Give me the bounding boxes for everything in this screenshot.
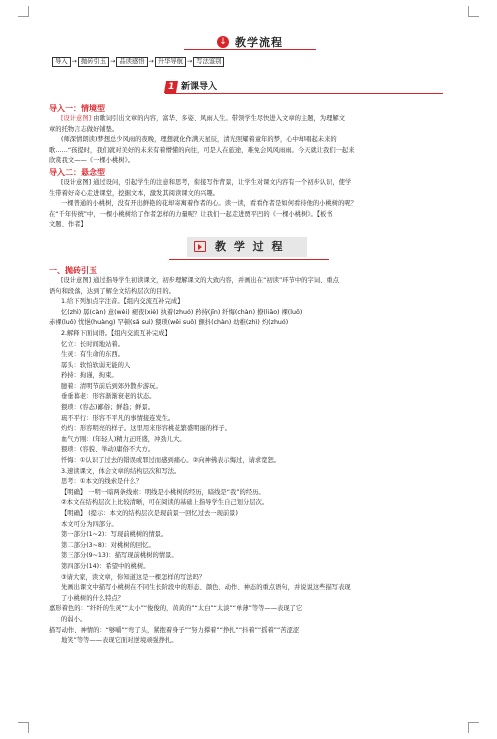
paragraph-line: 本文可分为四部分。 xyxy=(61,520,118,528)
paragraph-line: 了小桃树的什么特点？ xyxy=(61,594,124,602)
paragraph-line: 血气方刚：(年轻人)精力正旺盛，冲劲儿大。 xyxy=(61,435,186,443)
design-intent-label: [设计意图] xyxy=(61,115,92,122)
arrow-right-icon: → xyxy=(148,58,154,65)
paragraph-line: 2.解释下面词语。【组内交流互补完成】 xyxy=(61,329,171,337)
paragraph-line: 文题、作者】 xyxy=(49,221,87,229)
arrow-right-icon: → xyxy=(71,58,77,65)
paragraph-line: 孱头：软怕软弱无能的人 xyxy=(61,361,131,369)
paragraph-line: 嘉形着色的：“纤纤的生灵”“太小”“俊俊的，黄黄的”“太白”“太淡”“单薄”等等——表现了它 xyxy=(49,605,303,613)
paragraph-line: 在“千年传统”中，一棵小桃树给了作者怎样的力量呢？让我们一起走进贾平凹的《一棵小桃树》。【板书 xyxy=(49,210,333,218)
flow-steps xyxy=(52,56,451,67)
step-box: 导入 xyxy=(52,57,71,67)
section-title: 教 学 过 程 xyxy=(215,239,285,253)
paragraph-line: 第三部分(9~13)：描写现前桃树的情景。 xyxy=(61,552,178,560)
paragraph-line: 猥琐：(容态)鄙俗；鲜趋；鲜景。 xyxy=(61,404,155,412)
crop-mark-bottom-right xyxy=(468,722,479,733)
paragraph-line: 【明确】 (提示：本文的结构层次是现前景一回忆过去一现前景) xyxy=(61,510,238,517)
paragraph-line: 忆(zhì) 孱(càn) 意(wèi) 褪夜(xiè) 执着(zhuó) 矜持(jīn) 纤悔(chàn) 撩(liāo) 裸(luǒ) xyxy=(61,308,303,316)
paragraph-line: 一棵普通的小桃树，没有开出鲜艳的花却寄寓着作者的心。读一读，看看作者是如何看待他的小桃树的呢？ xyxy=(61,200,357,208)
paragraph-line: 赤裸(luǒ) 忧悒(huàng) 罕顿(sǎ suì) 猥琐(wěi suǒ) 颤抖(chàn) 幼稚(zhì) 灼(zhuó) xyxy=(49,319,289,327)
paragraph-line: 先画出课文中描写小桃树在不同生长阶段中的形态、颜色、动作、神态的重点语句，并说说这些描写表现 xyxy=(61,584,351,592)
paragraph-line: ③请大家，读文章，你知道这是一棵怎样的写法吗？ xyxy=(61,573,206,581)
paragraph-text: 由歌词引出文章的内容，富华、多姿、风雨人生。带领学生尽快进入文章的主题，为理解文 xyxy=(91,115,345,122)
paragraph-line: (师深情朗读)梦想总少风雨的夜晚，理想就化作满天星辰，清光照耀着童年的梦，心中却唱起未来的 xyxy=(61,136,337,144)
section-underline xyxy=(165,93,443,94)
document-content xyxy=(49,32,451,647)
download-arrow-icon: ↓ xyxy=(217,36,229,48)
paragraph-line: 第四部分(14)：希望中的桃树。 xyxy=(61,562,150,570)
part1-heading: 一、抛砖引玉 xyxy=(49,265,97,275)
paragraph-line: 歌……“孩提时，我们就对美好的未来有着懵懂的向往，可是人在旅途，难免会风风雨雨。今天就让我们一起来 xyxy=(49,146,355,154)
paragraph-line: 欣赏我文——《一棵小桃树》。 xyxy=(49,157,135,165)
arrow-right-icon: → xyxy=(110,58,116,65)
paragraph-line: 章的托物言志做好铺垫。 xyxy=(49,125,119,133)
section-underline xyxy=(169,259,329,260)
paragraph-line: 灼灼：形容明亮的样子。这里用来形容桃花繁盛明丽的样子。 xyxy=(61,425,232,433)
paragraph-line: 生带着好奇心走进课堂，挖掘文本，激发其阅读课文的兴趣。 xyxy=(49,189,220,197)
arrow-right-icon: → xyxy=(187,58,193,65)
paragraph-line: 忆立：长时间地站着。 xyxy=(61,340,124,348)
crop-mark-top-right xyxy=(468,6,479,17)
paragraph-line: 猥琐：(容貌、举动)庸俗不大方。 xyxy=(61,446,155,454)
paragraph-line: 地笑”等等——表现它面对逆境顽强挣扎。 xyxy=(61,637,178,645)
section-title: 新课导入 xyxy=(181,82,218,92)
flow-underline xyxy=(184,49,316,50)
flow-header xyxy=(49,32,451,52)
step-box: 写法鉴别 xyxy=(193,57,224,67)
paragraph-line xyxy=(49,114,451,125)
paragraph-line: 描写动作、神情的：“够嚼”“弯了头，紧抱着身子”“努力撑着”“挣扎”“抖着”“摇着”“苦涩涩 xyxy=(49,626,300,634)
paragraph-line: 第一部分(1~2)：写现前桃树的情景。 xyxy=(61,531,168,539)
paragraph-line: 第二部分(3~8)：对桃树的回忆。 xyxy=(61,541,155,549)
paragraph-line: 琉不平行：形容不平凡的事情接连发生。 xyxy=(61,414,175,422)
intro1-heading: 导入一：情境型 xyxy=(49,104,105,113)
section-teaching-process-header xyxy=(49,235,451,263)
paragraph-line: [设计意图] 通过设问，引起学生的注意和思考，衔接写作背景，让学生对课文内容有一个初步认识，使学 xyxy=(61,178,352,186)
step-box: 升华导航 xyxy=(155,57,186,67)
paragraph-line: 思考：①本文的线索是什么？ xyxy=(61,478,143,486)
paragraph-line: 的弱小。 xyxy=(61,615,87,623)
paragraph-line: ②本文在结构层次上比较清晰，可在阅读的基础上指导学生自己划分层次。 xyxy=(61,499,269,507)
paragraph-line: [设计意图] 通过指导学生初读课文，初步理解课文的大致内容，并画出在“初读”环节中的字词、重点 xyxy=(61,276,339,284)
paragraph-line: 语句和段落，达到了解全文结构层次的目的。 xyxy=(49,287,175,295)
paragraph-line: 忏悔：①认识了过去的错误或罪过而感到痛心。②向神佛表示悔过，请求宽恕。 xyxy=(61,457,281,465)
paragraph-line: 垂垂暮老：形容渐渐衰老的状态。 xyxy=(61,393,156,401)
step-box: 品读感悟 xyxy=(116,57,147,67)
presentation-icon xyxy=(194,241,206,252)
paragraph-line: 矜持：拘谨，拘束。 xyxy=(61,372,118,380)
paragraph-line: 【明确】 一明一暗两条线索：明线是小桃树的经历，暗线是“我”的经历。 xyxy=(61,488,265,496)
paragraph-line: 3.速读课文，体会文章的结构层次和写法。 xyxy=(61,467,181,475)
section-number-badge: 1 xyxy=(164,81,178,93)
crop-mark-bottom-left xyxy=(18,722,29,733)
flow-title: 教学流程 xyxy=(235,36,283,49)
step-box: 抛砖引玉 xyxy=(78,57,109,67)
paragraph-line: 生灵：有生命的东西。 xyxy=(61,351,124,359)
section-new-lesson-header xyxy=(49,79,451,95)
paragraph-line: 1.给下列加点字注音。【组内交流互补完成】 xyxy=(61,298,184,306)
paragraph-line: 臆着：清明节前后到郊外散步游玩。 xyxy=(61,382,162,390)
crop-mark-top-left xyxy=(18,6,29,17)
intro2-heading: 导入二：悬念型 xyxy=(49,167,105,177)
